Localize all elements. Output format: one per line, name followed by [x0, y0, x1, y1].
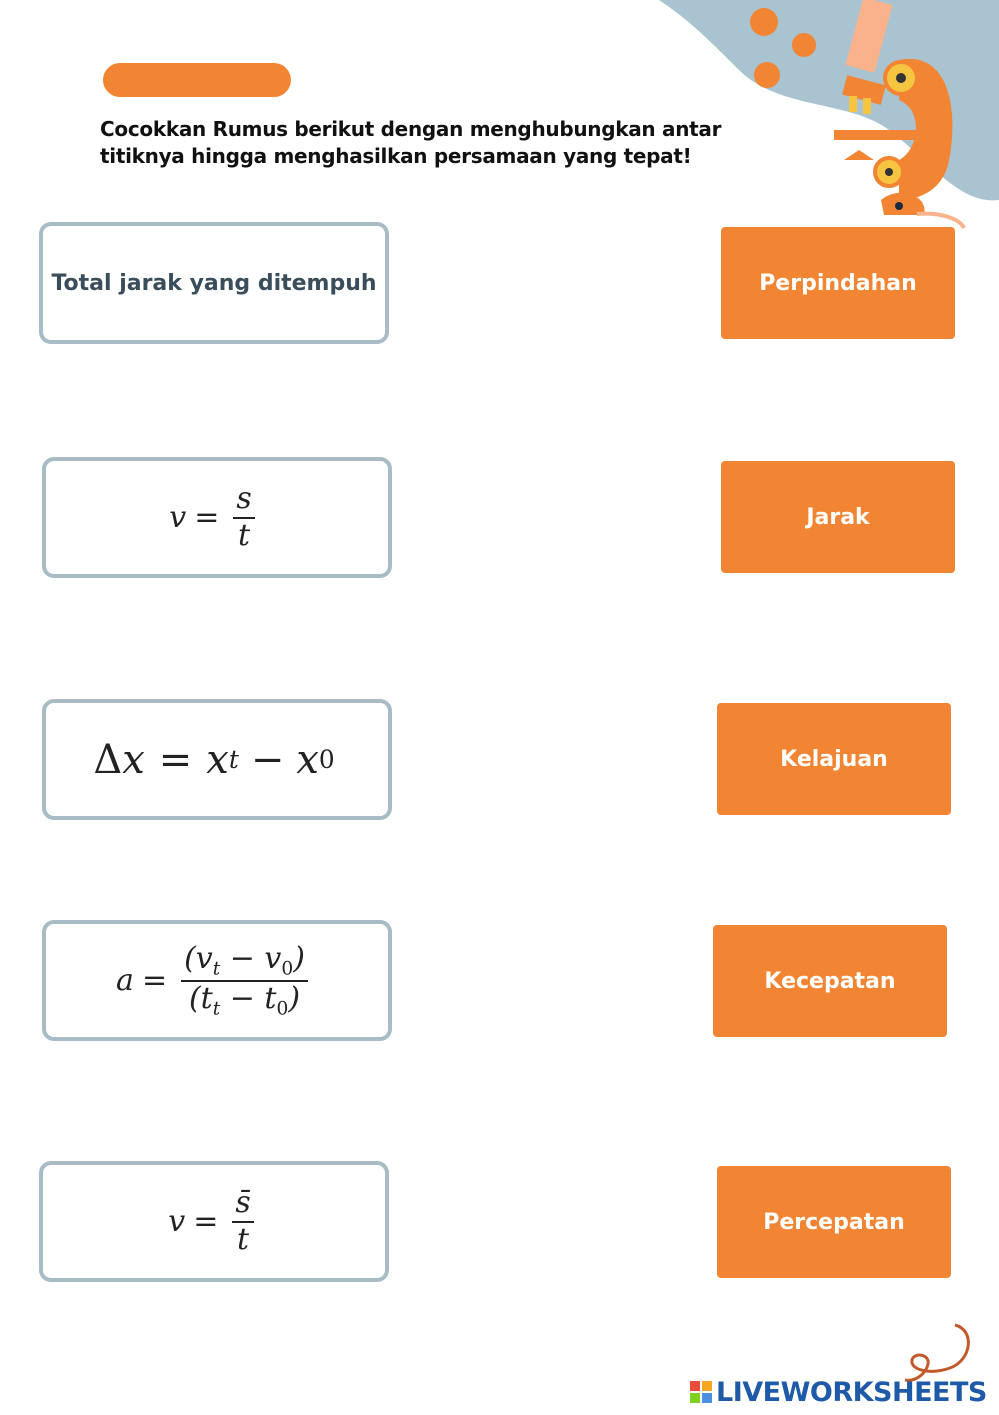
subscript-0: 0 — [318, 745, 335, 774]
instruction-text: Cocokkan Rumus berikut dengan menghubungkan antar titiknya hingga menghasilkan persamaan yang tepat! — [100, 117, 722, 168]
liveworksheets-logo — [690, 1374, 987, 1410]
equals-sign: = — [193, 1204, 219, 1239]
fraction — [232, 1186, 253, 1257]
denominator: t — [237, 1221, 250, 1257]
numerator: s̄ — [235, 1185, 251, 1220]
right-item-percepatan[interactable]: Percepatan — [717, 1166, 951, 1278]
subscript-t: t — [228, 745, 239, 774]
var-x-t: x — [206, 736, 229, 783]
equals-sign: = — [141, 963, 168, 998]
left-item-label: Total jarak yang ditempuh — [51, 270, 377, 296]
left-item-formula-speed[interactable] — [42, 457, 392, 578]
left-item-formula-average-speed[interactable] — [39, 1161, 389, 1282]
var-v: v — [168, 1204, 186, 1239]
formula-speed — [169, 482, 255, 553]
var-v: v — [169, 500, 187, 535]
right-item-jarak[interactable]: Jarak — [721, 461, 955, 573]
logo-text: LIVEWORKSHEETS — [716, 1376, 987, 1408]
var-x-0: x — [296, 736, 319, 783]
fraction — [233, 482, 254, 553]
numerator: s — [236, 481, 252, 516]
left-item-formula-acceleration[interactable] — [42, 920, 392, 1041]
equals-sign: = — [158, 736, 193, 783]
right-item-kelajuan[interactable]: Kelajuan — [717, 703, 951, 815]
logo-mark-icon — [690, 1381, 712, 1403]
delta-symbol: Δ — [93, 736, 123, 783]
numerator: $(v_t - v_0)$ — [184, 940, 305, 980]
right-item-kecepatan[interactable]: Kecepatan — [713, 925, 947, 1037]
formula-displacement — [93, 737, 334, 783]
right-item-perpindahan[interactable]: Perpindahan — [721, 227, 955, 339]
var-a: a — [116, 963, 134, 998]
left-item-total-distance[interactable] — [39, 222, 389, 344]
minus-sign: − — [250, 736, 285, 783]
header-pill — [103, 63, 291, 97]
denominator: t — [238, 517, 251, 553]
denominator: $(t_t - t_0)$ — [188, 980, 301, 1019]
var-x: x — [122, 736, 145, 783]
left-item-formula-displacement[interactable] — [42, 699, 392, 820]
equals-sign: = — [194, 500, 220, 535]
fraction — [181, 942, 308, 1020]
formula-average-speed — [168, 1186, 254, 1257]
formula-acceleration — [116, 942, 308, 1020]
